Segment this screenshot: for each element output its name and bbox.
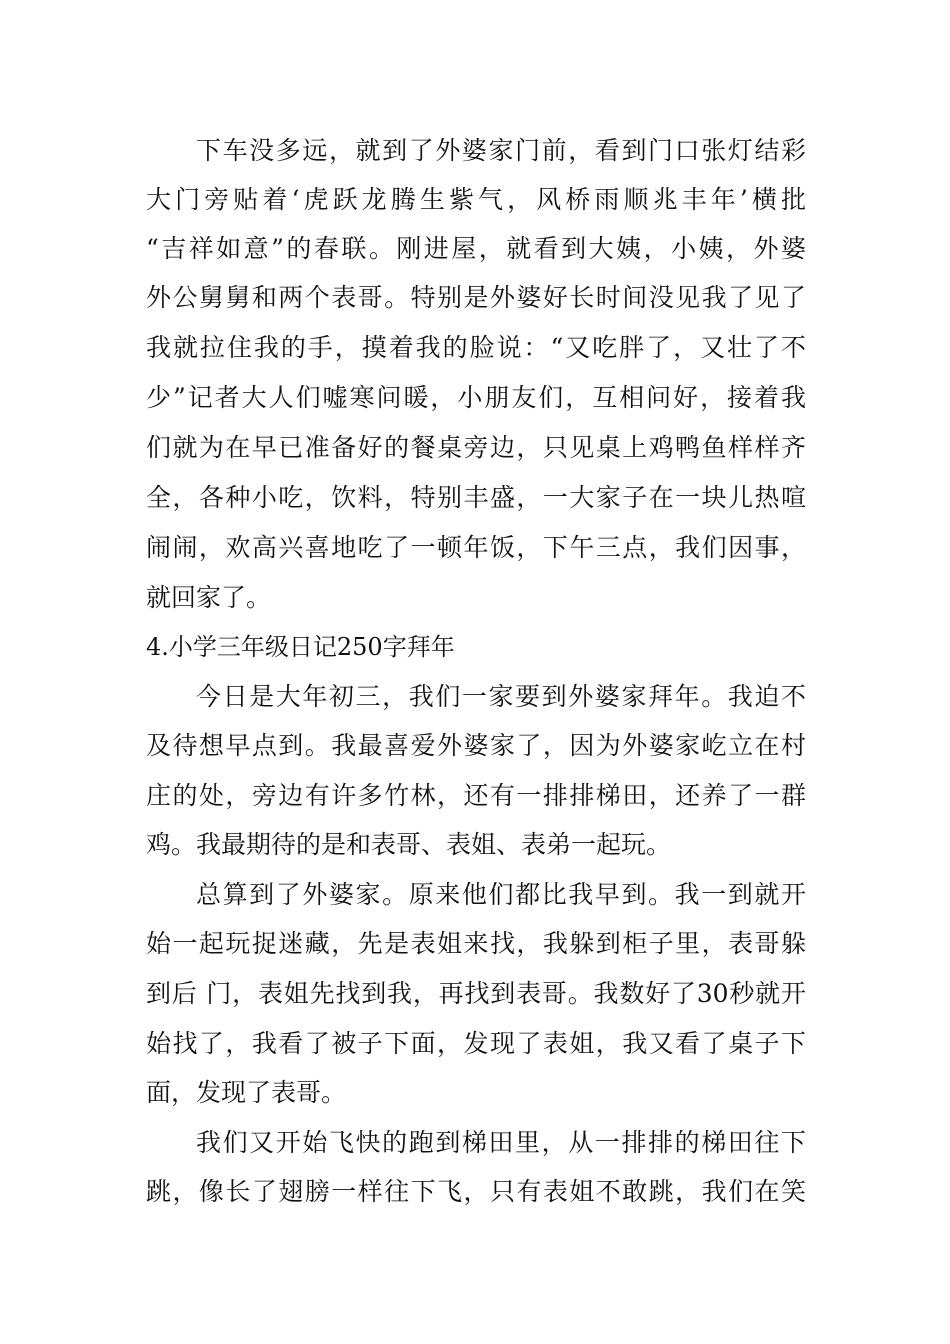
text-line: 全，各种小吃，饮料，特别丰盛，一大家子在一块儿热喧: [146, 483, 806, 512]
text-line: 跳，像长了翅膀一样往下飞，只有表姐不敢跳，我们在笑: [146, 1177, 806, 1206]
text-line: 我们又开始飞快的跑到梯田里，从一排排的梯田往下: [196, 1128, 806, 1157]
text-line: “吉祥如意”的春联。刚进屋，就看到大姨，小姨，外婆: [146, 234, 806, 263]
section-heading: 4.小学三年级日记250字拜年: [146, 633, 455, 661]
text-line: 面，发现了表哥。: [146, 1078, 347, 1107]
text-line: 下车没多远，就到了外婆家门前，看到门口张灯结彩: [196, 136, 806, 165]
text-line: 外公舅舅和两个表哥。特别是外婆好长时间没见我了见了: [146, 283, 806, 312]
text-line: 到后 门，表姐先找到我，再找到表哥。我数好了30秒就开: [146, 979, 806, 1008]
text-line: 我就拉住我的手，摸着我的脸说：“又吃胖了，又壮了不: [146, 333, 806, 362]
text-line: 就回家了。: [146, 583, 272, 612]
text-line: 鸡。我最期待的是和表哥、表姐、表弟一起玩。: [146, 830, 672, 859]
text-line: 庄的处，旁边有许多竹林，还有一排排梯田，还养了一群: [146, 781, 806, 810]
text-line: 少”记者大人们嘘寒问暖，小朋友们，互相问好，接着我: [146, 383, 806, 412]
text-line: 大门旁贴着‘虎跃龙腾生紫气，风桥雨顺兆丰年’横批: [146, 185, 806, 214]
text-line: 闹闹，欢高兴喜地吃了一顿年饭，下午三点，我们因事，: [146, 533, 806, 562]
text-line: 今日是大年初三，我们一家要到外婆家拜年。我迫不: [196, 682, 806, 711]
text-line: 们就为在早已准备好的餐桌旁边，只见桌上鸡鸭鱼样样齐: [146, 433, 806, 462]
text-line: 始找了，我看了被子下面，发现了表姐，我又看了桌子下: [146, 1029, 806, 1058]
text-line: 总算到了外婆家。原来他们都比我早到。我一到就开: [196, 880, 806, 909]
text-line: 及待想早点到。我最喜爱外婆家了，因为外婆家屹立在村: [146, 731, 806, 760]
text-line: 始一起玩捉迷藏，先是表姐来找，我躲到柜子里，表哥躲: [146, 929, 806, 958]
